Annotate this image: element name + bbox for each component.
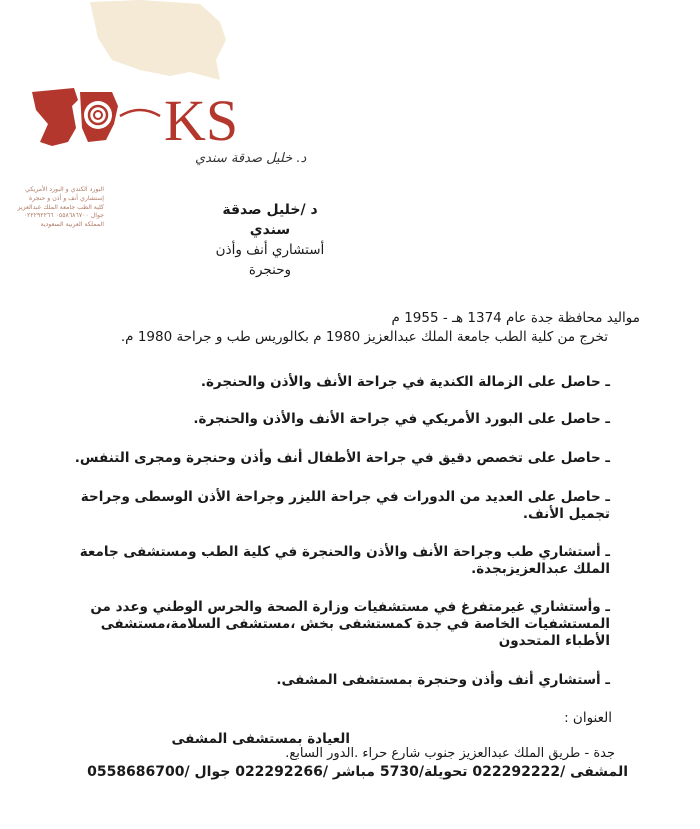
qualification-item: ـ أستشاري أنف وأذن وحنجرة بمستشفى المشفى.	[276, 672, 610, 688]
street-address: جدة - طريق الملك عبدالعزيز جنوب شارع حراء .الدور السابع.	[285, 746, 615, 761]
doctor-header	[210, 200, 330, 280]
address-label: العنوان :	[564, 710, 612, 726]
birth-line: مواليد محافظة جدة عام 1374 هـ - 1955 م	[391, 310, 640, 326]
graduation-line: تخرج من كلية الطب جامعة الملك عبدالعزيز 1980 م بكالوريس طب و جراحة 1980 م.	[120, 329, 608, 345]
doctor-name: د /خليل صدقة سندي	[222, 202, 318, 238]
letterhead-line: جوال ٠٥٥٨٦٨٦٧٠٠ ٠٢٢٢٩٢٢٦٦	[23, 212, 104, 220]
signature: د. خليل صدقة سندي	[195, 151, 307, 166]
qualification-item: ـ حاصل على الزمالة الكندية في جراحة الأنف والأذن والحنجرة.	[200, 374, 610, 390]
letterhead-line: البورد الكندي و البورد الأمريكي	[25, 186, 104, 193]
ks-monogram: KS	[164, 88, 239, 153]
doctor-title: أستشاري أنف وأذن وحنجرة	[215, 242, 325, 278]
phone-numbers: المشفى /022292222 تحويلة/5730 مباشر /022292266 جوال /0558686700	[87, 764, 628, 780]
letterhead-block	[17, 186, 104, 230]
logo-arc	[120, 110, 160, 116]
letterhead-line: إستشاري أنف و أذن و حنجرة	[28, 194, 104, 202]
qualification-item: ـ وأستشاري غيرمتفرغ في مستشفيات وزارة الصحة والحرس الوطني وعدد من المستشفيات الخاصة في جدة كمستشفى بخش ،مستشفى السلامة،مستشفى الأطباء المتحدون	[90, 599, 610, 649]
qualification-item: ـ أستشاري طب وجراحة الأنف والأذن والحنجرة في كلية الطب ومستشفى جامعة الملك عبدالعزيزبجدة.	[79, 544, 610, 577]
map-silhouette	[90, 0, 226, 80]
qualification-item: ـ حاصل على تخصص دقيق في جراحة الأطفال أنف وأذن وحنجرة ومجرى التنفس.	[74, 450, 610, 466]
letterhead-line: كلية الطب جامعة الملك عبدالعزيز	[17, 203, 104, 211]
qualifications-list	[50, 360, 610, 689]
clinic-logo	[20, 0, 307, 175]
clinic-name: العيادة بمستشفى المشفى	[171, 731, 350, 747]
letterhead-line: المملكة العربية السعودية	[40, 221, 104, 229]
logo-graphic	[20, 0, 307, 175]
head-silhouette-left	[32, 88, 78, 146]
qualification-item: ـ حاصل على العديد من الدورات في جراحة الليزر وجراحة الأذن الوسطى وجراحة تجميل الأنف.	[80, 489, 610, 522]
qualification-item: ـ حاصل على البورد الأمريكي في جراحة الأنف والأذن والحنجرة.	[193, 411, 610, 427]
